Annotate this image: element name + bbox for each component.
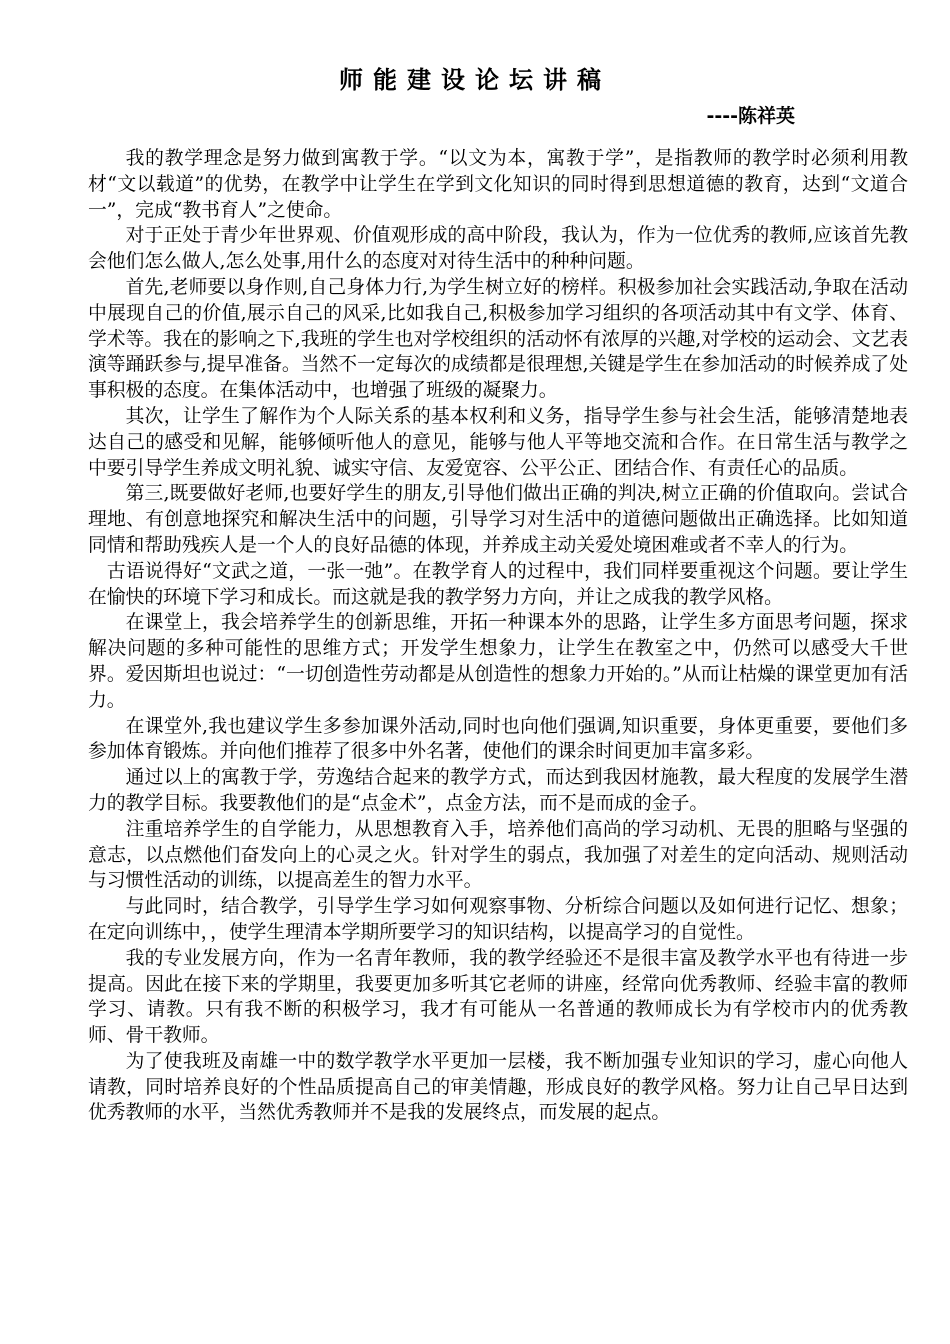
paragraph: 第三,既要做好老师,也要好学生的朋友,引导他们做出正确的判决,树立正确的价值取向。尝试合理地、有创意地探究和解决生活中的问题，引导学习对生活中的道德问题做出正确选择。比如知道同情和帮助残疾人是一个人的良好品德的体现，并养成主动关爱处境困难或者不幸人的行为。 (88, 483, 908, 556)
paragraph: 与此同时，结合教学，引导学生学习如何观察事物、分析综合问题以及如何进行记忆、想象；在定向训练中，，使学生理清本学期所要学习的知识结构，以提高学习的自觉性。 (88, 896, 908, 943)
paragraph: 其次，让学生了解作为个人际关系的基本权利和义务，指导学生参与社会生活，能够清楚地表达自己的感受和见解，能够倾听他人的意见，能够与他人平等地交流和合作。在日常生活与教学之中要引导学生养成文明礼貌、诚实守信、友爱宽容、公平公正、团结合作、有责任心的品质。 (88, 405, 908, 479)
paragraph: 对于正处于青少年世界观、价值观形成的高中阶段，我认为，作为一位优秀的教师,应该首先教会他们怎么做人,怎么处事,用什么的态度对对待生活中的种种问题。 (88, 225, 908, 273)
paragraph: 通过以上的寓教于学，劳逸结合起来的教学方式，而达到我因材施教，最大程度的发展学生潜力的教学目标。我要教他们的是“点金术”，点金方法，而不是而成的金子。 (88, 767, 908, 814)
paragraph: 在课堂上，我会培养学生的创新思维，开拓一种课本外的思路，让学生多方面思考问题，探求解决问题的多种可能性的思维方式；开发学生想象力，让学生在教室之中，仍然可以感受大千世界。爱因斯坦也说过：“一切创造性劳动都是从创造性的想象力开始的。”从而让枯燥的课堂更加有活力。 (88, 612, 908, 711)
paragraph: 首先,老师要以身作则,自己身体力行,为学生树立好的榜样。积极参加社会实践活动,争取在活动中展现自己的价值,展示自己的风采,比如我自己,积极参加学习组织的各项活动其中有文学、体育、学术等。我在的影响之下,我班的学生也对学校组织的活动怀有浓厚的兴趣,对学校的运动会、文艺表演等踊跃参与,提早准备。当然不一定每次的成绩都是很理想,关键是学生在参加活动的时候养成了处事积极的态度。在集体活动中，也增强了班级的凝聚力。 (88, 276, 908, 402)
document-title: 师能建设论坛讲稿 (339, 66, 611, 94)
paragraph: 我的专业发展方向，作为一名青年教师，我的教学经验还不是很丰富及教学水平也有待进一步提高。因此在接下来的学期里，我要更加多听其它老师的讲座，经常向优秀教师、经验丰富的教师学习、请教。只有我不断的积极学习，我才有可能从一名普通的教师成长为有学校市内的优秀教师、骨干教师。 (88, 947, 908, 1047)
document-body (88, 146, 908, 1126)
paragraph: 在课堂外,我也建议学生多参加课外活动,同时也向他们强调,知识重要，身体更重要，要他们多参加体育锻炼。并向他们推荐了很多中外名著，使他们的课余时间更加丰富多彩。 (88, 715, 908, 763)
paragraph: 我的教学理念是努力做到寓教于学。“以文为本，寓教于学”，是指教师的教学时必须利用教材“文以载道”的优势，在教学中让学生在学到文化知识的同时得到思想道德的教育，达到“文道合一”，完成“教书育人”之使命。 (88, 148, 908, 221)
document-author: ----陈祥英 (706, 105, 795, 127)
paragraph: 注重培养学生的自学能力，从思想教育入手，培养他们高尚的学习动机、无畏的胆略与坚强的意志，以点燃他们奋发向上的心灵之火。针对学生的弱点，我加强了对差生的定向活动、规则活动与习惯性活动的训练，以提高差生的智力水平。 (88, 818, 908, 892)
paragraph: 为了使我班及南雄一中的数学教学水平更加一层楼，我不断加强专业知识的学习，虚心向他人请教，同时培养良好的个性品质提高自己的审美情趣，形成良好的教学风格。努力让自己早日达到优秀教师的水平，当然优秀教师并不是我的发展终点，而发展的起点。 (88, 1050, 908, 1124)
paragraph: 古语说得好“文武之道，一张一弛”。在教学育人的过程中，我们同样要重视这个问题。要让学生在愉快的环境下学习和成长。而这就是我的教学努力方向，并让之成我的教学风格。 (88, 560, 908, 608)
